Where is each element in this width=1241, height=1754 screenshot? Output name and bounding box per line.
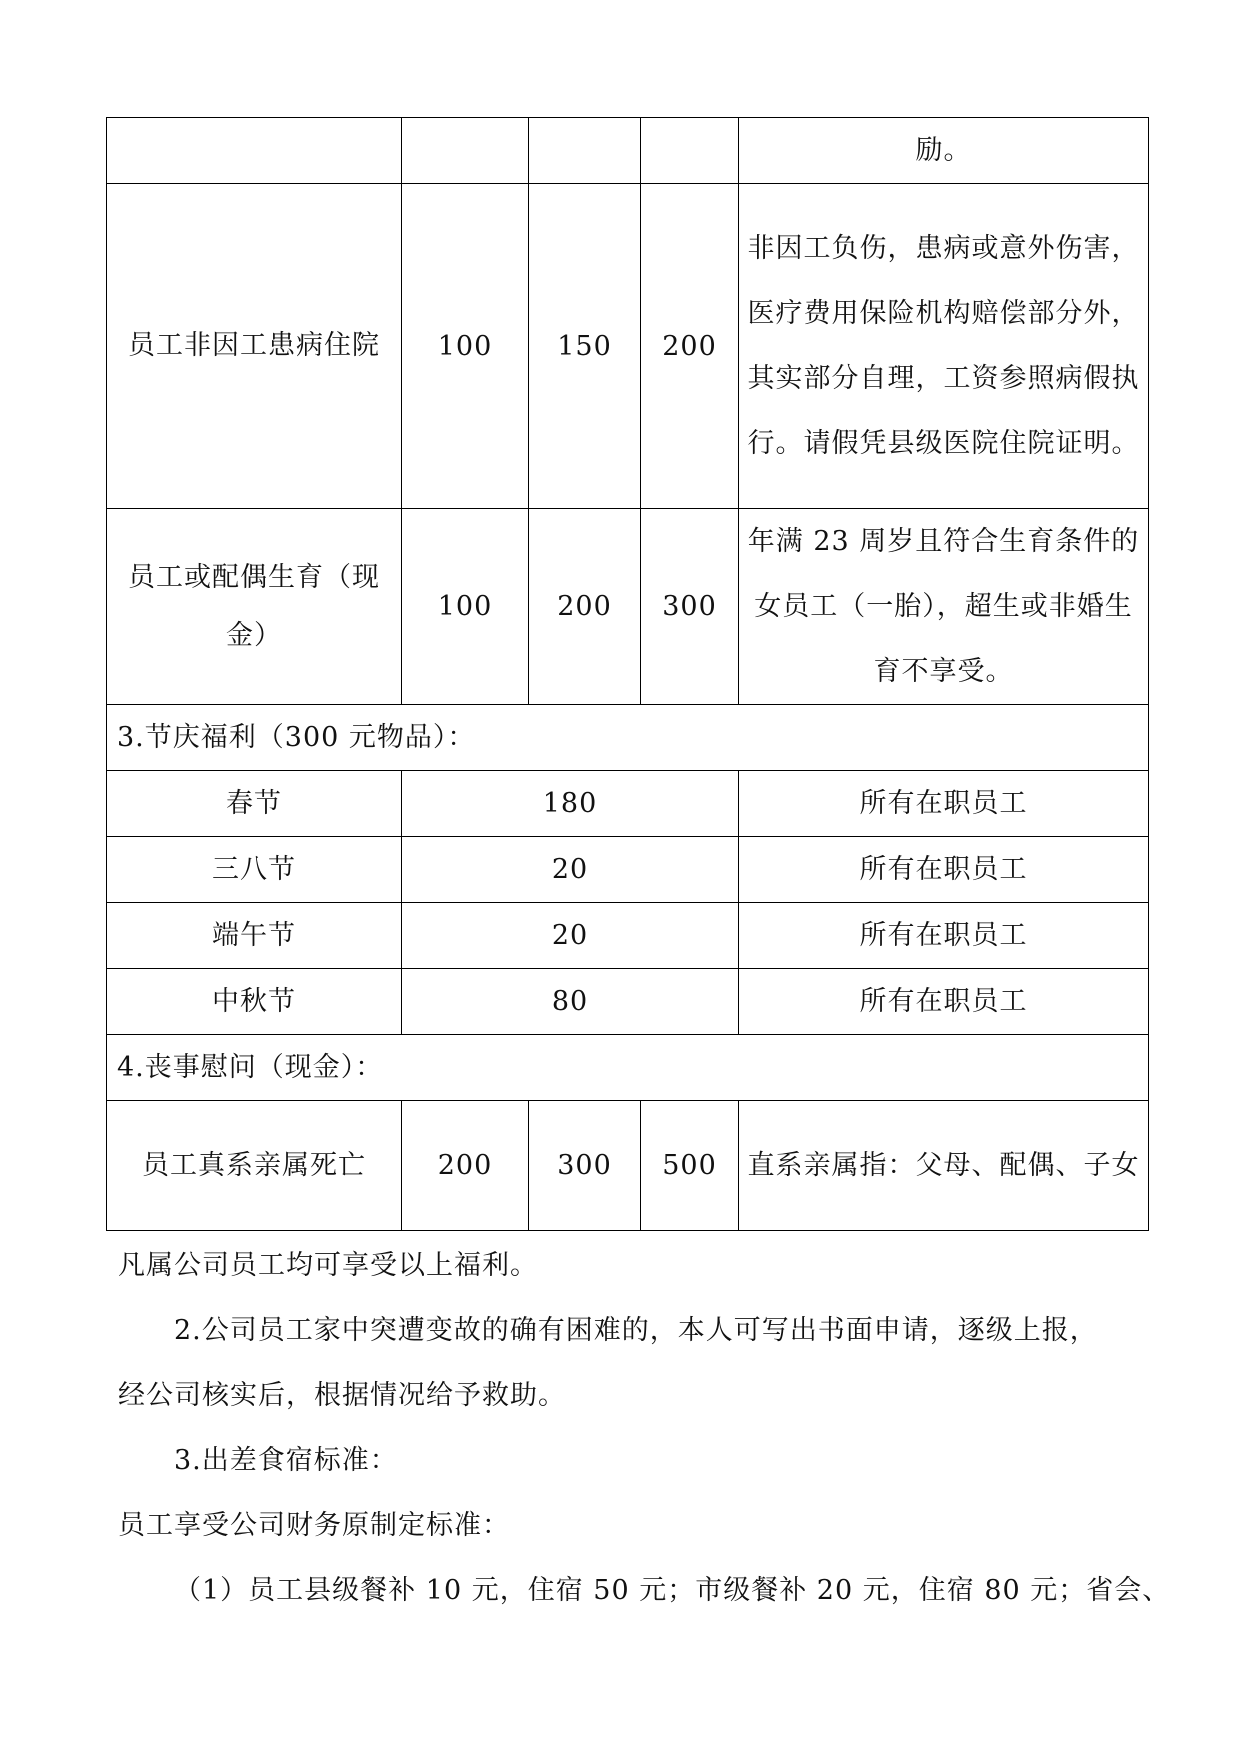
festival-note-cell: 所有在职员工 [739, 837, 1149, 903]
table-section-row [107, 705, 1149, 771]
table-cell [641, 118, 739, 184]
paragraph-travel-heading: 3.出差食宿标准： [174, 1445, 398, 1476]
amount-cell: 200 [529, 509, 641, 705]
festival-name-cell: 端午节 [107, 903, 402, 969]
note-cell: 年满 23 周岁且符合生育条件的女员工（一胎），超生或非婚生育不享受。 [739, 509, 1149, 705]
festival-value-cell: 20 [402, 837, 739, 903]
festival-note-cell: 所有在职员工 [739, 771, 1149, 837]
table-row-funeral [107, 1101, 1149, 1231]
table-cell [402, 118, 529, 184]
table-cell [529, 118, 641, 184]
table-cell [107, 118, 402, 184]
paragraph-hardship-line1: 2.公司员工家中突遭变故的确有困难的，本人可写出书面申请，逐级上报， [174, 1315, 1098, 1346]
amount-cell: 200 [402, 1101, 529, 1231]
paragraph-finance-standard: 员工享受公司财务原制定标准： [118, 1510, 510, 1541]
paragraph-benefits-eligibility: 凡属公司员工均可享受以上福利。 [118, 1250, 538, 1281]
amount-cell: 150 [529, 184, 641, 509]
table-section-row [107, 1035, 1149, 1101]
item-name-cell: 员工真系亲属死亡 [107, 1101, 402, 1231]
benefits-table [106, 117, 1149, 1231]
section-heading-funeral: 4.丧事慰问（现金）： [107, 1035, 1149, 1101]
paragraph-allowance-detail: （1）员工县级餐补 10 元，住宿 50 元；市级餐补 20 元，住宿 80 元；省会、 [174, 1575, 1171, 1606]
festival-note-cell: 所有在职员工 [739, 969, 1149, 1035]
table-row [107, 837, 1149, 903]
amount-cell: 100 [402, 184, 529, 509]
table-row-illness [107, 184, 1149, 509]
amount-cell: 300 [529, 1101, 641, 1231]
festival-value-cell: 80 [402, 969, 739, 1035]
festival-name-cell: 春节 [107, 771, 402, 837]
festival-name-cell: 三八节 [107, 837, 402, 903]
amount-cell: 500 [641, 1101, 739, 1231]
paragraph-hardship-line2: 经公司核实后，根据情况给予救助。 [118, 1380, 566, 1411]
note-cell: 励。 [739, 118, 1149, 184]
item-name-cell: 员工非因工患病住院 [107, 184, 402, 509]
table-row [107, 771, 1149, 837]
amount-cell: 200 [641, 184, 739, 509]
festival-value-cell: 20 [402, 903, 739, 969]
table-row [107, 969, 1149, 1035]
table-row-continued [107, 118, 1149, 184]
table-row [107, 903, 1149, 969]
festival-value-cell: 180 [402, 771, 739, 837]
table-row-birth [107, 509, 1149, 705]
amount-cell: 100 [402, 509, 529, 705]
festival-name-cell: 中秋节 [107, 969, 402, 1035]
section-heading-festival: 3.节庆福利（300 元物品）： [107, 705, 1149, 771]
note-cell: 直系亲属指：父母、配偶、子女 [739, 1101, 1149, 1231]
note-cell: 非因工负伤，患病或意外伤害，医疗费用保险机构赔偿部分外，其实部分自理，工资参照病假执行。请假凭县级医院住院证明。 [739, 184, 1149, 509]
amount-cell: 300 [641, 509, 739, 705]
item-name-cell: 员工或配偶生育（现金） [107, 509, 402, 705]
festival-note-cell: 所有在职员工 [739, 903, 1149, 969]
